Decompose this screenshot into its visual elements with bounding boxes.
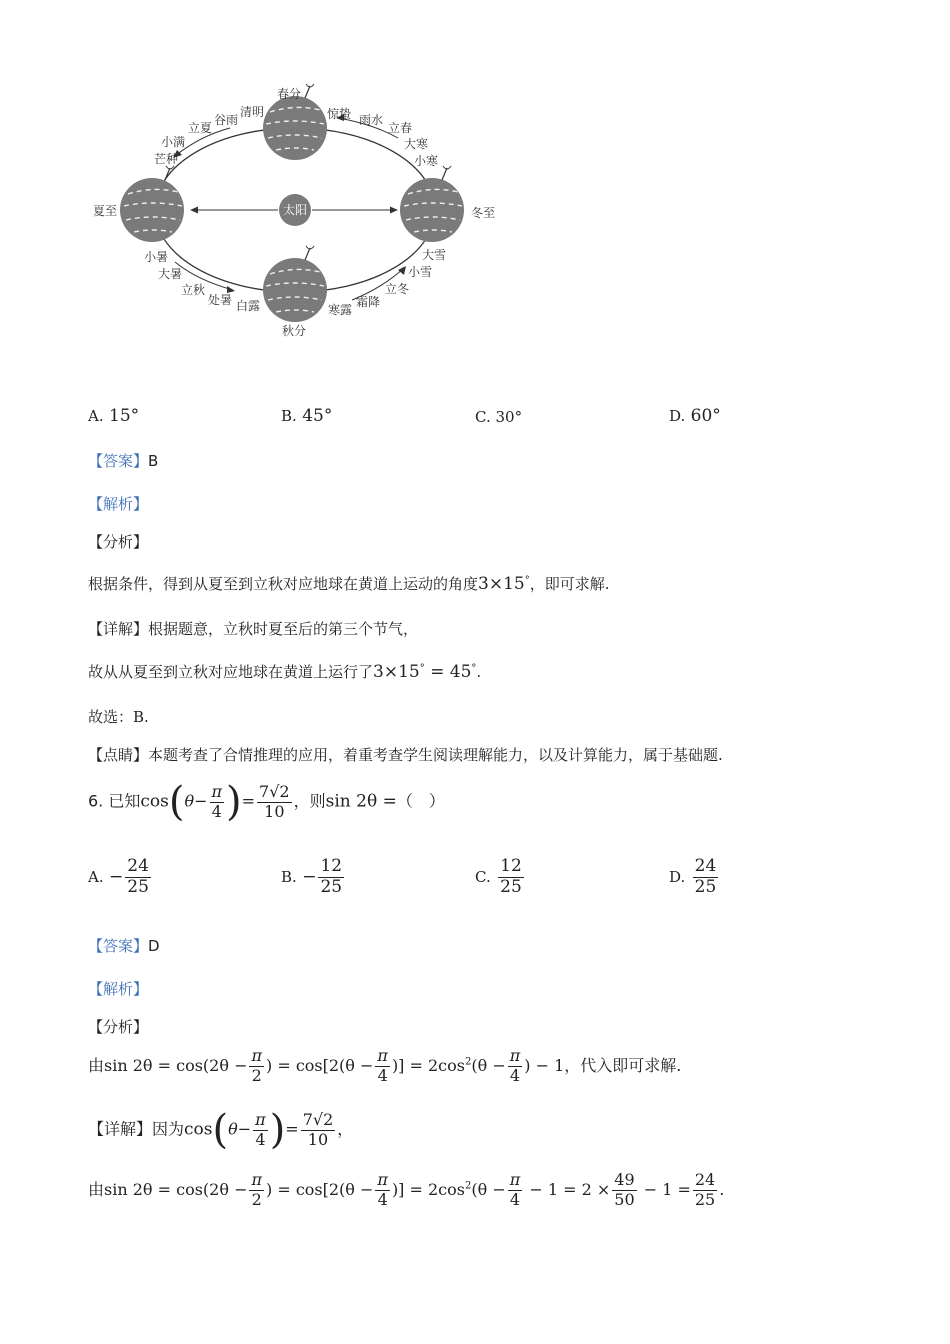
- label-spring: 春分: [277, 87, 302, 101]
- q6-option-b[interactable]: B. − $\frac{12}{25}$: [281, 856, 343, 897]
- term-label: 谷雨: [214, 113, 239, 127]
- q6-final-formula: 由sin 2θ = cos(2θ − $\frac{\pi}{2}$ ) = cos[2(θ − $\frac{\pi}{4}$ )] = $2\cos^2(\theta$ − $\frac{\pi}{4}$ − 1 = 2 × $\frac{49}{50}$ − 1 = $\frac{24}{25}$ .: [88, 1170, 725, 1209]
- term-label: 芒种: [154, 152, 179, 166]
- term-label: 大暑: [158, 267, 183, 281]
- q5-option-a[interactable]: A. 15°: [88, 406, 140, 426]
- term-label: 大雪: [422, 248, 447, 262]
- term-label: 小满: [161, 135, 186, 149]
- term-label: 白露: [236, 299, 261, 313]
- q6-option-c[interactable]: C. $\frac{12}{25}$: [475, 856, 522, 897]
- q5-option-c[interactable]: C. 30°: [475, 408, 523, 426]
- globe-summer: [120, 166, 184, 242]
- q6-xiangjie: 【详解】因为cos(θ− $\frac{\pi}{4}$ )= $\frac{7√2}{10}$ ，: [88, 1107, 354, 1153]
- q5-option-d[interactable]: D. 60°: [669, 406, 721, 426]
- q6-option-a[interactable]: A. − $\frac{24}{25}$: [88, 856, 149, 897]
- term-label: 立冬: [385, 282, 410, 296]
- term-label: 小暑: [144, 250, 169, 264]
- q5-guxuan: 故选：B.: [88, 708, 149, 726]
- q5-dianjing: 【点睛】本题考查了合情推理的应用，着重考查学生阅读理解能力，以及计算能力，属于基础题.: [88, 746, 723, 764]
- term-label: 立夏: [188, 121, 213, 135]
- term-label: 小寒: [414, 154, 439, 168]
- term-label: 霜降: [356, 295, 381, 309]
- label-summer: 夏至: [93, 204, 118, 218]
- term-label: 处暑: [208, 293, 233, 307]
- q5-xiangjie: 【详解】根据题意，立秋时夏至后的第三个节气，: [88, 620, 419, 638]
- q6-fenxi-tag: 【分析】: [88, 1018, 149, 1036]
- term-label: 立秋: [181, 283, 206, 297]
- q6-jiexi: 【解析】: [88, 980, 149, 998]
- q6-fenxi-formula: 由sin 2θ = cos(2θ − $\frac{\pi}{2}$ ) = cos[2(θ − $\frac{\pi}{4}$ )] = $2\cos^2(\theta$ − $\frac{\pi}{4}$ ) − 1，代入即可求解.: [88, 1046, 682, 1085]
- sun-label: 太阳: [282, 203, 308, 217]
- globe-autumn: [263, 246, 327, 322]
- q5-fenxi-text: 根据条件，得到从夏至到立秋对应地球在黄道上运动的角度3×15°，即可求解.: [88, 574, 610, 594]
- q6-option-d[interactable]: D. $\frac{24}{25}$: [669, 856, 717, 897]
- term-label: 惊蛰: [327, 107, 352, 121]
- label-winter: 冬至: [471, 206, 496, 220]
- q5-option-b[interactable]: B. 45°: [281, 406, 333, 426]
- q6-answer: 【答案】D: [88, 937, 160, 955]
- q5-line2: 故从从夏至到立秋对应地球在黄道上运行了3×15° = 45°.: [88, 662, 482, 682]
- term-label: 立春: [388, 121, 413, 135]
- globe-winter: [400, 166, 464, 242]
- q5-fenxi-tag: 【分析】: [88, 533, 149, 551]
- term-label: 大寒: [404, 137, 429, 151]
- label-autumn: 秋分: [282, 324, 307, 338]
- q5-jiexi: 【解析】: [88, 495, 149, 513]
- term-label: 清明: [240, 105, 265, 119]
- term-label: 寒露: [328, 303, 353, 317]
- term-label: 小雪: [408, 265, 433, 279]
- q6-stem: 6. 已知cos(θ− $\frac{\pi}{4}$ )= $\frac{7√2}{10}$ ，则sin 2θ =（ ）: [88, 779, 445, 825]
- solar-terms-diagram: [80, 70, 520, 350]
- term-label: 雨水: [359, 113, 384, 127]
- q5-answer: 【答案】B: [88, 452, 159, 470]
